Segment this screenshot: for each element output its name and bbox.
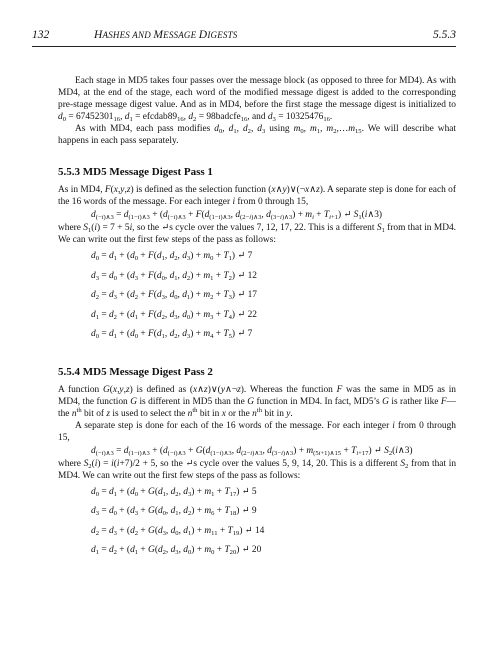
pass1-paragraph-1: As in MD4, F(x,y,z) is defined as the selection function (x∧y)∨(¬x∧z). A separate step is done for each of the 16 words of the message. For each integer i from 0 through 15, [58, 185, 456, 207]
pass2-formula: $d_{(-i)\wedge 3} = d_{(1-i)\wedge 3} + (d_{(-i)\wedge 3} + G(d_{(1-i)\wedge 3}$, $d_{(2-i)\wedge 3}$, $d_{(3-i)\wedge 3}) + m_{(5i+1)\wedge 15} + T_{i+17}$) ↵ $S_2(i\wedge 3)$ [91, 445, 413, 457]
section-heading-pass-1: 5.5.3 MD5 Message Digest Pass 1 [58, 166, 213, 178]
pass1-steps [91, 247, 456, 345]
header-rule [32, 46, 456, 47]
section-heading-pass-2: 5.5.4 MD5 Message Digest Pass 2 [58, 365, 213, 378]
pass2-step: $d_0 = d_1 + (d_0 + G(d_1$, $d_2$, $d_3) + m_1 + T_{17}$) ↵ 5 [91, 486, 257, 498]
running-header [32, 29, 456, 43]
pass1-paragraph-2: where $S_1(i) = 7 + 5i$, so the ↵s cycle over the values 7, 12, 17, 22. This is a different $S_1$ from that in MD4. We can write out the first few steps of the pass as follows: [58, 223, 456, 245]
pass1-formula: $d_{(-i)\wedge 3} = d_{(1-i)\wedge 3} + (d_{(-i)\wedge 3} + F(d_{(1-i)\wedge 3}$, $d_{(2-i)\wedge 3}$, $d_{(3-i)\wedge 3}) + m_i + T_{i+1}$) ↵ $S_1(i\wedge 3)$ [91, 210, 383, 221]
section-number: 5.5.3 [433, 29, 456, 41]
pass2-steps [91, 483, 456, 561]
pass2-step: $d_1 = d_2 + (d_1 + G(d_2$, $d_3$, $d_0) + m_0 + T_{20}$) ↵ 20 [91, 545, 262, 556]
pass2-paragraph-2: A separate step is done for each of the 16 words of the message. For each integer i from 0 through 15, [58, 420, 456, 443]
pass2-paragraph-3: where $S_2(i) = i(i+7)/2 + 5$, so the ↵s cycle over the values 5, 9, 14, 20. This is a different $S_2$ from that in MD4. We can write out the first few steps of the pass as follows: [58, 458, 457, 481]
intro-paragraph-2: As with MD4, each pass modifies $d_0$, $d_1$, $d_2$, $d_3$ using $m_0$, $m_1$, $m_2,\dots m_{15}$. We will describe what happens in each pass separately. [58, 124, 457, 146]
intro-paragraph-1: Each stage in MD5 takes four passes over the message block (as opposed to three for MD4). As with MD4, at the end of the stage, each word of the modified message digest is added to the corresponding pre-stage message digest value. And as in MD4, before the first stage the message digest is initialized to $d_0 = 67452301_{16}$, $d_1$ = $efcdab89_{16}$, $d_2$ = 98badcfe$_{16}$, and $d_3 = 10325476_{16}$. [58, 76, 456, 123]
pass1-step: $d_0 = d_1 + (d_0 + F(d_1$, $d_2$, $d_3) + m_0 + T_1$) ↵ 7 [91, 251, 253, 262]
page-body [58, 75, 456, 561]
pass1-step: $d_2 = d_3 + (d_2 + F(d_3$, $d_0$, $d_1) + m_2 + T_3$) ↵ 17 [91, 290, 257, 301]
pass1-step: $d_3 = d_0 + (d_3 + F(d_0$, $d_1$, $d_2) + m_1 + T_2$) ↵ 12 [91, 270, 257, 282]
pass1-step: $d_0 = d_1 + (d_0 + F(d_1$, $d_2$, $d_3) + m_4 + T_5$) ↵ 7 [91, 329, 253, 340]
pass2-paragraph-1: A function G(x,y,z) is defined as (x∧z)∨(y∧¬z). Whereas the function F was the same in MD5 as in MD4, the function G is different in MD5 than the G function in MD4. In fact, MD5’s G is rather like F—the $n^{th}$ bit of z is used to select the $n^{th}$ bit in x or the $n^{th}$ bit in y. [58, 384, 456, 419]
pass1-step: $d_1 = d_2 + (d_1 + F(d_2$, $d_3$, $d_0) + m_3 + T_4$) ↵ 22 [91, 309, 257, 321]
page-number: 132 [32, 29, 50, 41]
pass2-step: $d_3 = d_0 + (d_3 + G(d_0$, $d_1$, $d_2) + m_6 + T_{18}$) ↵ 9 [91, 506, 257, 517]
running-title: HASHES AND MESSAGE DIGESTS [94, 29, 238, 41]
pass2-step: $d_2 = d_3 + (d_2 + G(d_3$, $d_0$, $d_1) + m_{11} + T_{19}$) ↵ 14 [91, 525, 265, 537]
